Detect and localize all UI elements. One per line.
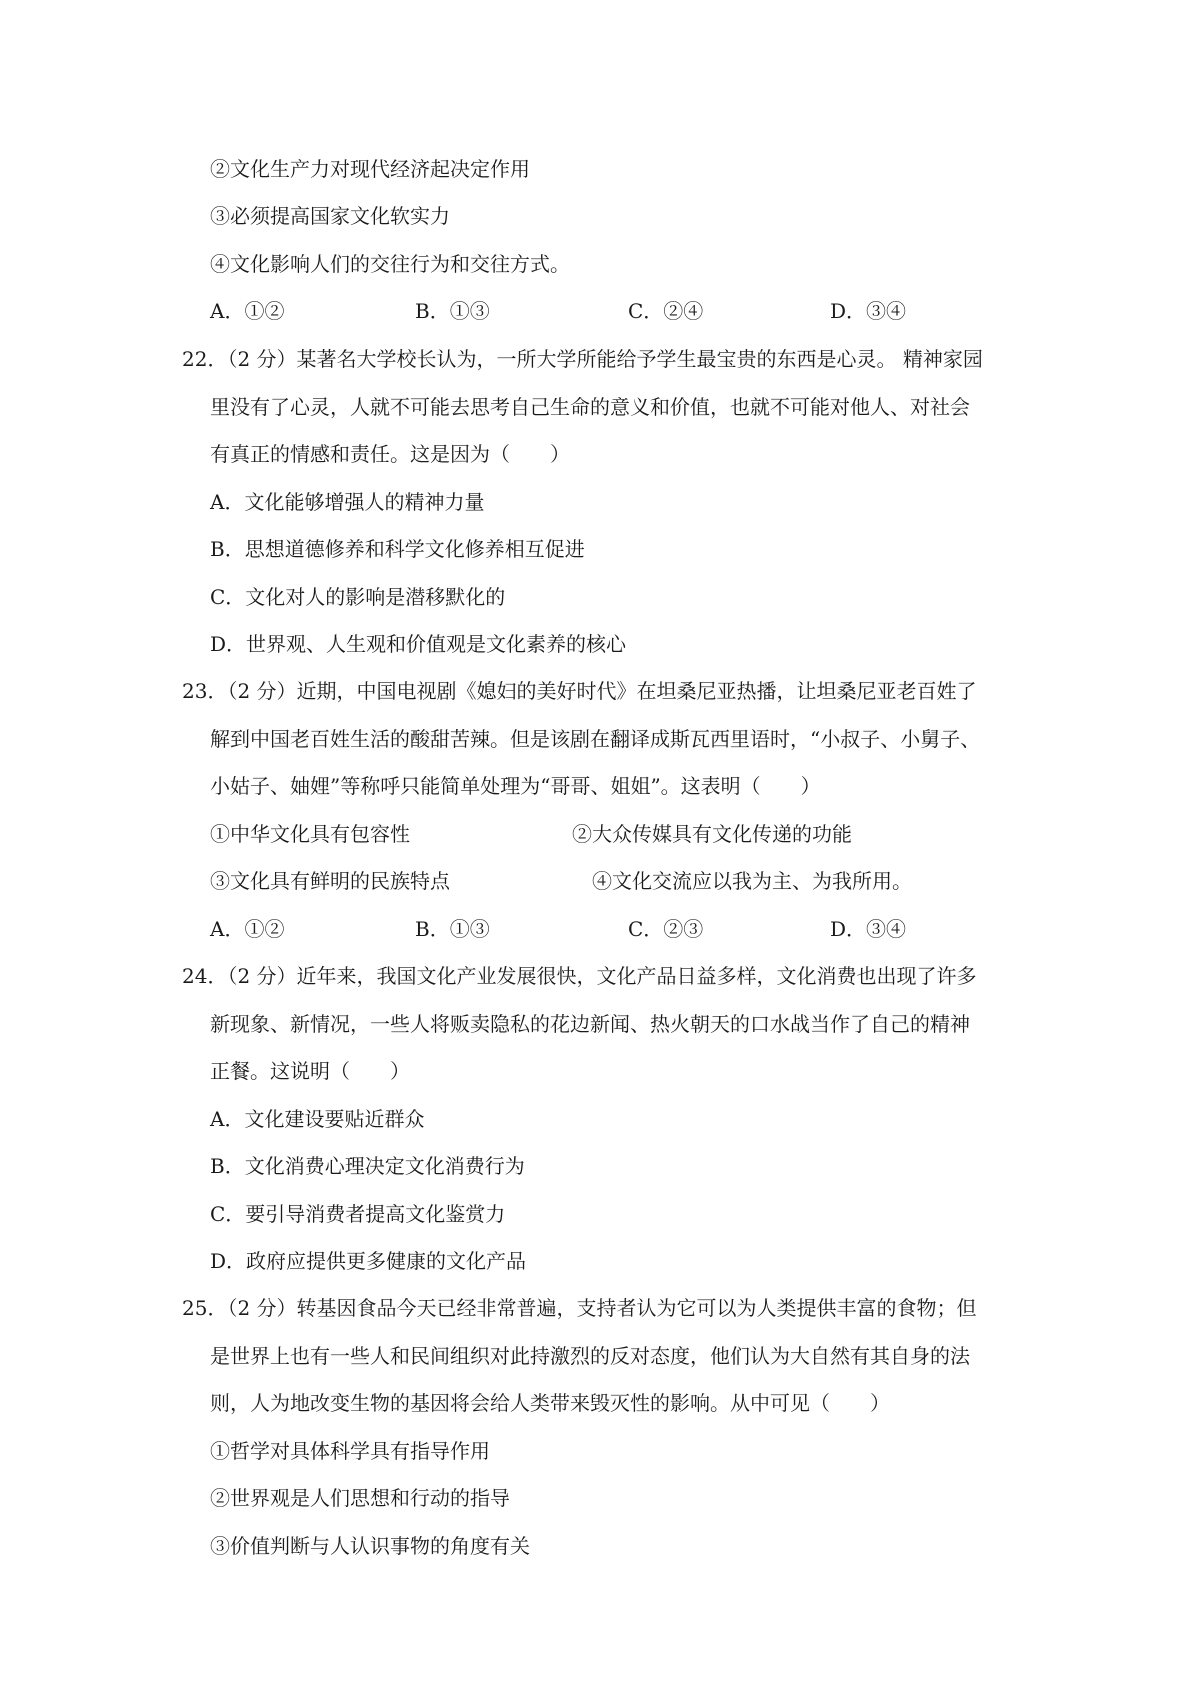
q23-stem-line-2: 解到中国老百姓生活的酸甜苦辣。但是该剧在翻译成斯瓦西里语时，“小叔子、小舅子、	[210, 727, 981, 751]
q23-item-4: ④文化交流应以我为主、为我所用。	[592, 869, 912, 893]
q21-option-c: C．②④	[628, 299, 704, 323]
q21-option-a: A．①②	[210, 299, 285, 323]
q23-stem-line-3: 小姑子、妯娌”等称呼只能简单处理为“哥哥、姐姐”。这表明（ ）	[210, 774, 821, 798]
q22-option-c: C．文化对人的影响是潜移默化的	[210, 585, 506, 609]
q22-option-d: D．世界观、人生观和价值观是文化素养的核心	[210, 632, 627, 656]
q22-stem-line-3: 有真正的情感和责任。这是因为（ ）	[210, 442, 570, 466]
q23-item-1: ①中华文化具有包容性	[210, 822, 410, 846]
q21-item-3: ③必须提高国家文化软实力	[210, 204, 450, 228]
q21-option-d: D．③④	[830, 299, 907, 323]
q25-item-3: ③价值判断与人认识事物的角度有关	[210, 1534, 530, 1558]
q23-option-d: D．③④	[830, 917, 907, 941]
q24-option-d: D．政府应提供更多健康的文化产品	[210, 1249, 527, 1273]
q25-stem-line-3: 则，人为地改变生物的基因将会给人类带来毁灭性的影响。从中可见（ ）	[210, 1391, 890, 1415]
q22-option-a: A．文化能够增强人的精神力量	[210, 490, 485, 514]
q23-option-c: C．②③	[628, 917, 704, 941]
q24-option-b: B．文化消费心理决定文化消费行为	[210, 1154, 525, 1178]
q25-stem-line-2: 是世界上也有一些人和民间组织对此持激烈的反对态度，他们认为大自然有其自身的法	[210, 1344, 970, 1368]
q24-option-a: A．文化建设要贴近群众	[210, 1107, 425, 1131]
q23-option-a: A．①②	[210, 917, 285, 941]
q22-option-b: B．思想道德修养和科学文化修养相互促进	[210, 537, 585, 561]
q23-option-b: B．①③	[415, 917, 490, 941]
q21-item-2: ②文化生产力对现代经济起决定作用	[210, 157, 530, 181]
q24-stem-line-1: 24．（2 分）近年来，我国文化产业发展很快，文化产品日益多样，文化消费也出现了许多	[182, 964, 977, 988]
q21-option-b: B．①③	[415, 299, 490, 323]
q22-stem-line-1: 22．（2 分）某著名大学校长认为，一所大学所能给予学生最宝贵的东西是心灵。 精神家园	[182, 347, 983, 371]
q23-item-2: ②大众传媒具有文化传递的功能	[572, 822, 852, 846]
q22-stem-line-2: 里没有了心灵，人就不可能去思考自己生命的意义和价值，也就不可能对他人、对社会	[210, 395, 970, 419]
q23-item-3: ③文化具有鲜明的民族特点	[210, 869, 450, 893]
q23-stem-line-1: 23．（2 分）近期，中国电视剧《媳妇的美好时代》在坦桑尼亚热播，让坦桑尼亚老百姓了	[182, 679, 977, 703]
q21-item-4: ④文化影响人们的交往行为和交往方式。	[210, 252, 570, 276]
q24-stem-line-2: 新现象、新情况，一些人将贩卖隐私的花边新闻、热火朝天的口水战当作了自己的精神	[210, 1012, 970, 1036]
q24-option-c: C．要引导消费者提高文化鉴赏力	[210, 1202, 506, 1226]
q24-stem-line-3: 正餐。这说明（ ）	[210, 1059, 410, 1083]
q25-item-2: ②世界观是人们思想和行动的指导	[210, 1486, 510, 1510]
q25-stem-line-1: 25．（2 分）转基因食品今天已经非常普遍，支持者认为它可以为人类提供丰富的食物；但	[182, 1296, 977, 1320]
q25-item-1: ①哲学对具体科学具有指导作用	[210, 1439, 490, 1463]
